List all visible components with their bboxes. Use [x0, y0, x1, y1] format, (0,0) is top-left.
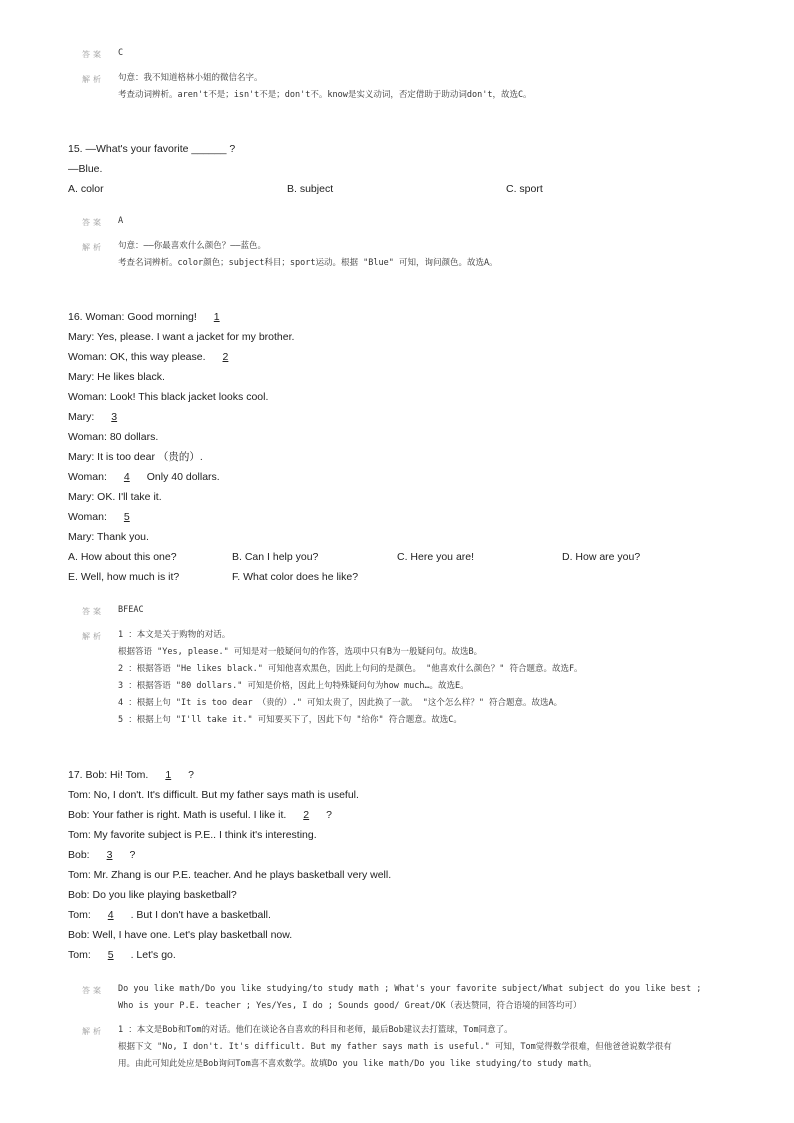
- dialogue-text: Tom:: [68, 949, 94, 961]
- option-a[interactable]: A. color: [68, 183, 104, 195]
- option-b[interactable]: B. subject: [287, 183, 334, 195]
- dialogue-text: Woman:: [68, 511, 110, 523]
- answer-blank[interactable]: 5: [107, 949, 114, 961]
- dialogue-text: Mary: Yes, please. I want a jacket for my brother.: [68, 331, 295, 343]
- dialogue-line: [68, 865, 728, 885]
- dialogue-line: [68, 925, 728, 945]
- dialogue-line: [68, 407, 728, 427]
- dialogue-line: [68, 327, 728, 347]
- answer-blank[interactable]: 5: [123, 511, 130, 523]
- answer-blank[interactable]: 3: [111, 411, 118, 423]
- option-d[interactable]: D. How are you?: [562, 551, 641, 563]
- dialogue-line: [68, 367, 728, 387]
- analysis-line: 1 ：本文是关于购物的对话。: [118, 630, 231, 640]
- analysis-label: 解析: [82, 1027, 104, 1036]
- dialogue-line: [68, 487, 728, 507]
- dialogue-line: [68, 825, 728, 845]
- analysis-line: 3 ：根据答语 "80 dollars." 可知是价格，因此上句特殊疑问句为how much…。故选E。: [118, 681, 469, 691]
- dialogue-text: Bob:: [68, 849, 93, 861]
- dialogue-line: [68, 785, 728, 805]
- q16-answer: BFEAC: [118, 605, 144, 615]
- dialogue-text: 17. Bob: Hi! Tom.: [68, 769, 152, 781]
- q15-reply: —Blue.: [68, 163, 103, 175]
- q16-options-row2: [68, 567, 728, 587]
- dialogue-line: [68, 387, 728, 407]
- analysis-line: 根据下文 "No, I don't. It's difficult. But my father says math is useful." 可知，Tom觉得数学很难，但他爸爸说数学很有: [118, 1042, 672, 1052]
- q17-analysis: [118, 1022, 672, 1073]
- dialogue-text: Bob: Well, I have one. Let's play basketball now.: [68, 929, 293, 941]
- dialogue-line: [68, 427, 728, 447]
- answer-blank[interactable]: 4: [123, 471, 130, 483]
- dialogue-line: [68, 527, 728, 547]
- answer-line: Do you like math/Do you like studying/to study math ; What's your favorite subject/What subject do you like best ;: [118, 984, 702, 994]
- option-c[interactable]: C. Here you are!: [397, 551, 475, 563]
- answer-blank[interactable]: 1: [213, 311, 220, 323]
- analysis-label: 解析: [82, 632, 104, 641]
- dialogue-line: [68, 307, 728, 327]
- option-b[interactable]: B. Can I help you?: [232, 551, 319, 563]
- dialogue-text: Mary: OK. I'll take it.: [68, 491, 162, 503]
- q14-analysis: [118, 70, 532, 104]
- answer-label: 答案: [82, 986, 104, 995]
- dialogue-line: [68, 347, 728, 367]
- dialogue-text: Mary:: [68, 411, 98, 423]
- dialogue-line: [68, 447, 728, 467]
- dialogue-text: ?: [185, 769, 195, 781]
- analysis-line: 2 ：根据答语 "He likes black." 可知他喜欢黑色，因此上句问的是颜色。 "他喜欢什么颜色？" 符合题意。故选F。: [118, 664, 583, 674]
- dialogue-text: . But I don't have a basketball.: [127, 909, 271, 921]
- answer-blank[interactable]: 4: [107, 909, 114, 921]
- dialogue-line: [68, 467, 728, 487]
- answer-blank[interactable]: 3: [106, 849, 113, 861]
- dialogue-text: Mary: Thank you.: [68, 531, 149, 543]
- answer-label: 答案: [82, 50, 104, 59]
- dialogue-text: Tom: No, I don't. It's difficult. But my father says math is useful.: [68, 789, 359, 801]
- dialogue-text: Only 40 dollars.: [143, 471, 220, 483]
- dialogue-line: [68, 905, 728, 925]
- q16-analysis: [118, 627, 583, 729]
- analysis-line: 用。由此可知此处应是Bob询问Tom喜不喜欢数学。故填Do you like math/Do you like studying/to study math。: [118, 1059, 597, 1069]
- analysis-line: 4 ：根据上句 "It is too dear （贵的）." 可知太贵了，因此换了一款。 "这个怎么样？" 符合题意。故选A。: [118, 698, 563, 708]
- dialogue-text: Bob: Your father is right. Math is useful. I like it.: [68, 809, 290, 821]
- dialogue-line: [68, 945, 728, 965]
- dialogue-text: Woman: 80 dollars.: [68, 431, 159, 443]
- analysis-line: 根据答语 "Yes, please." 可知是对一般疑问句的作答，选项中只有B为一般疑问句。故选B。: [118, 647, 483, 657]
- option-c[interactable]: C. sport: [506, 183, 543, 195]
- answer-label: 答案: [82, 607, 104, 616]
- dialogue-text: Tom: Mr. Zhang is our P.E. teacher. And he plays basketball very well.: [68, 869, 392, 881]
- question-15: [68, 139, 728, 199]
- q16-options-row1: [68, 547, 728, 567]
- q15-stem: 15. —What's your favorite ______ ?: [68, 143, 236, 155]
- analysis-line: 考查动词辨析。aren't不是；isn't不是；don't不。know是实义动词，否定借助于助动词don't，故选C。: [118, 90, 532, 100]
- dialogue-text: Woman: Look! This black jacket looks cool.: [68, 391, 269, 403]
- dialogue-line: [68, 885, 728, 905]
- dialogue-text: Tom: My favorite subject is P.E.. I think it's interesting.: [68, 829, 317, 841]
- answer-blank[interactable]: 1: [165, 769, 172, 781]
- answer-line: Who is your P.E. teacher ; Yes/Yes, I do ; Sounds good/ Great/OK（表达赞同，符合语境的回答均可）: [118, 1001, 582, 1011]
- q15-options: [68, 179, 728, 199]
- option-a[interactable]: A. How about this one?: [68, 551, 177, 563]
- q16-dialogue: [68, 307, 728, 547]
- dialogue-text: Woman:: [68, 471, 110, 483]
- dialogue-text: 16. Woman: Good morning!: [68, 311, 200, 323]
- dialogue-text: Mary: He likes black.: [68, 371, 165, 383]
- analysis-line: 5 ：根据上句 "I'll take it." 可知要买下了，因此下句 "给你" 符合题意。故选C。: [118, 715, 462, 725]
- dialogue-text: ?: [323, 809, 332, 821]
- answer-blank[interactable]: 2: [303, 809, 310, 821]
- question-16: [68, 307, 728, 587]
- dialogue-text: ?: [126, 849, 136, 861]
- dialogue-text: Woman: OK, this way please.: [68, 351, 209, 363]
- q14-answer: C: [118, 48, 124, 58]
- dialogue-text: Mary: It is too dear （贵的）.: [68, 451, 203, 463]
- dialogue-text: Tom:: [68, 909, 94, 921]
- analysis-label: 解析: [82, 243, 104, 252]
- analysis-line: 句意：我不知道格林小姐的微信名字。: [118, 73, 263, 83]
- dialogue-text: Bob: Do you like playing basketball?: [68, 889, 237, 901]
- q15-answer: A: [118, 216, 124, 226]
- q15-analysis: [118, 238, 498, 272]
- dialogue-text: . Let's go.: [127, 949, 176, 961]
- analysis-line: 句意：——你最喜欢什么颜色？——蓝色。: [118, 241, 266, 251]
- analysis-line: 考查名词辨析。color颜色；subject科目；sport运动。根据 "Blue" 可知，询问颜色。故选A。: [118, 258, 498, 268]
- q17-dialogue: [68, 765, 728, 965]
- answer-label: 答案: [82, 218, 104, 227]
- dialogue-line: [68, 765, 728, 785]
- dialogue-line: [68, 845, 728, 865]
- question-17: [68, 765, 728, 965]
- analysis-line: 1 ：本文是Bob和Tom的对话。他们在谈论各自喜欢的科目和老师，最后Bob建议去打篮球，Tom同意了。: [118, 1025, 513, 1035]
- option-f[interactable]: F. What color does he like?: [232, 571, 359, 583]
- analysis-label: 解析: [82, 75, 104, 84]
- q17-answer: [118, 981, 701, 1015]
- dialogue-line: [68, 805, 728, 825]
- option-e[interactable]: E. Well, how much is it?: [68, 571, 180, 583]
- dialogue-line: [68, 507, 728, 527]
- answer-blank[interactable]: 2: [222, 351, 229, 363]
